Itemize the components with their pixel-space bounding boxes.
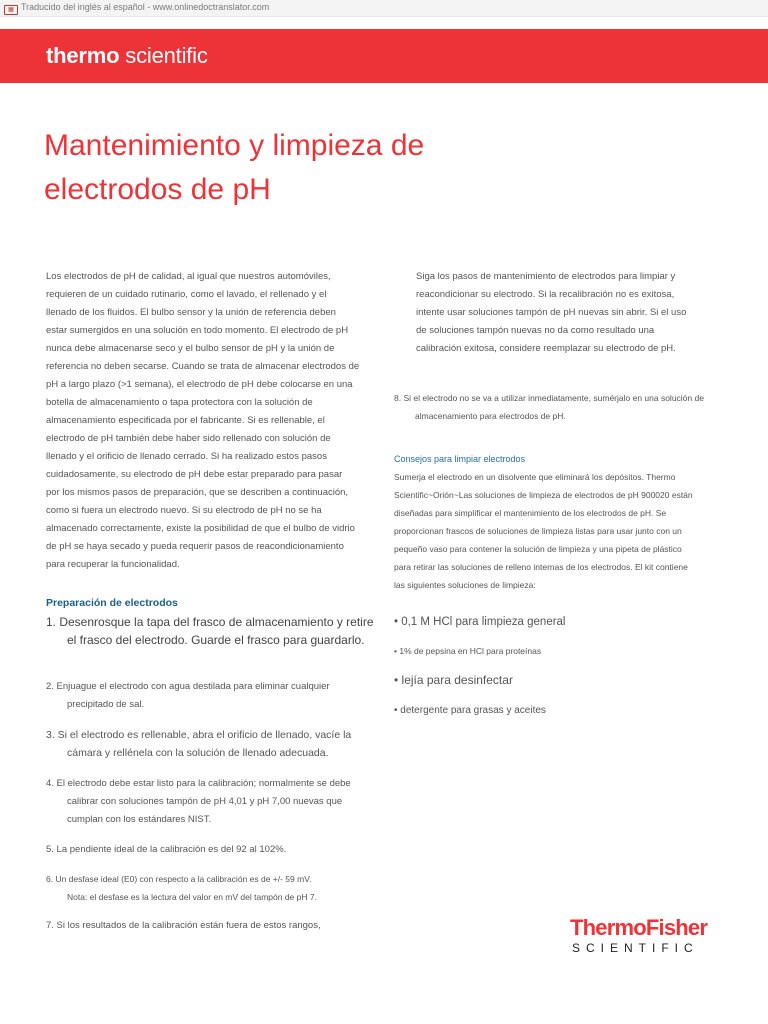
translation-notice[interactable]: Traducido del inglés al español - www.onlinedoctranslator.com <box>21 2 270 12</box>
step-6-line: 6. Un desfase ideal (E0) con respecto a la calibración es de +/- 59 mV. <box>46 874 312 884</box>
intro-line: de pH se haya secado y pueda requerir pasos de reacondicionamiento <box>46 541 344 552</box>
cleaning-paragraph <box>394 468 693 594</box>
step-8-line: 8. Si el electrodo no se va a utilizar inmediatamente, sumérjalo en una solución de <box>394 393 704 403</box>
intro-line: como si fuera un electrodo nuevo. Si su electrodo de pH no se ha <box>46 505 322 516</box>
step-3-line: 3. Si el electrodo es rellenable, abra el orificio de llenado, vacíe la <box>46 729 352 741</box>
step-5: 5. La pendiente ideal de la calibración es del 92 al 102%. <box>46 844 287 855</box>
intro-line: pH a largo plazo (>1 semana), el electrodo de pH debe colocarse en una <box>46 379 353 390</box>
intro-line: estar sumergidos en una solución en todo momento. El electrodo de pH <box>46 325 349 336</box>
translation-bar <box>0 0 768 17</box>
step-3-line: cámara y rellénela con la solución de llenado adecuada. <box>67 747 329 759</box>
step-2-line: 2. Enjuague el electrodo con agua destilada para eliminar cualquier <box>46 681 330 692</box>
intro-line: botella de almacenamiento o tapa protectora con la solución de <box>46 397 313 408</box>
step-7-continued-line: Siga los pasos de mantenimiento de electrodos para limpiar y <box>416 271 676 282</box>
logo-word-scientific: scientific <box>125 43 208 68</box>
thermo-scientific-logo <box>46 42 208 70</box>
step-7-continued-line: calibración exitosa, considere reemplazar su electrodo de pH. <box>416 343 676 354</box>
thermofisher-scientific-logo <box>570 915 730 955</box>
cleaning-line: Sumerja el electrodo en un disolvente que eliminará los depósitos. Thermo <box>394 472 676 482</box>
translate-icon: ▦ <box>4 5 18 15</box>
logo-word-thermo: thermo <box>46 43 120 68</box>
step-1-line: el frasco del electrodo. Guarde el frasco para guardarlo. <box>67 633 365 647</box>
cleaning-line: pequeño vaso para contener la solución de limpieza y una pipeta de plástico <box>394 544 682 554</box>
bullet-item: • 0,1 M HCl para limpieza general <box>394 616 566 628</box>
intro-line: llenado y el orificio de llenado cerrado. Si ha realizado estos pasos <box>46 451 327 462</box>
logo-scientific: SCIENTIFIC <box>572 941 699 955</box>
section-heading-cleaning: Consejos para limpiar electrodos <box>394 454 526 464</box>
intro-line: cuidadosamente, su electrodo de pH debe estar preparado para pasar <box>46 469 343 480</box>
step-7-continued-line: intente usar soluciones tampón de pH nuevas sin abrir. Si el uso <box>416 307 687 318</box>
step-4-line: cumplan con los estándares NIST. <box>67 814 212 825</box>
step-7: 7. Si los resultados de la calibración están fuera de estos rangos, <box>46 920 321 931</box>
intro-line: llenado de los fluidos. El bulbo sensor y la unión de referencia deben <box>46 307 336 318</box>
step-3 <box>46 726 351 762</box>
step-2-line: precipitado de sal. <box>67 699 145 710</box>
step-4 <box>46 775 351 829</box>
intro-line: almacenado correctamente, existe la posibilidad de que el bulbo de vidrio <box>46 523 355 534</box>
intro-line: referencia no deben secarse. Cuando se trata de almacenar electrodos de <box>46 361 360 372</box>
cleaning-line: las siguientes soluciones de limpieza: <box>394 580 536 590</box>
bullet-item: • lejía para desinfectar <box>394 673 513 687</box>
intro-line: electrodo de pH también debe haber sido rellenado con solución de <box>46 433 331 444</box>
logo-thermofisher: ThermoFisher <box>570 915 708 940</box>
step-6 <box>46 870 317 906</box>
title-line-2: electrodos de pH <box>44 173 271 206</box>
title-line-1: Mantenimiento y limpieza de <box>44 129 425 162</box>
header-banner <box>0 29 768 83</box>
intro-line: para recuperar la funcionalidad. <box>46 559 180 570</box>
step-1 <box>46 613 374 649</box>
step-4-line: 4. El electrodo debe estar listo para la calibración; normalmente se debe <box>46 778 351 789</box>
section-heading-preparation: Preparación de electrodos <box>46 597 178 609</box>
bullet-item: • 1% de pepsina en HCl para proteínas <box>394 646 542 656</box>
intro-line: por los mismos pasos de preparación, que se describen a continuación, <box>46 487 349 498</box>
step-8 <box>394 389 704 425</box>
intro-paragraph <box>46 268 359 574</box>
step-2 <box>46 678 330 714</box>
intro-line: almacenamiento especificada por el fabricante. Si es rellenable, el <box>46 415 325 426</box>
cleaning-line: diseñadas para simplificar el mantenimiento de los electrodos de pH. Se <box>394 508 667 518</box>
cleaning-line: proporcionan frascos de soluciones de limpieza listas para usar junto con un <box>394 526 682 536</box>
cleaning-line: Scientific~Orión~Las soluciones de limpieza de electrodos de pH 900020 están <box>394 490 693 500</box>
step-8-line: almacenamiento para electrodos de pH. <box>415 411 566 421</box>
intro-line: Los electrodos de pH de calidad, al igual que nuestros automóviles, <box>46 271 331 282</box>
intro-line: requieren de un cuidado rutinario, como el lavado, el rellenado y el <box>46 289 327 300</box>
step-7-continued-line: de soluciones tampón nuevas no da como resultado una <box>416 325 655 336</box>
cleaning-line: para retirar las soluciones de relleno internas de los electrodos. El kit contiene <box>394 562 688 572</box>
step-1-line: 1. Desenrosque la tapa del frasco de almacenamiento y retire <box>46 615 374 629</box>
intro-line: nunca debe almacenarse seco y el bulbo sensor de pH y la unión de <box>46 343 335 354</box>
step-7-continued-line: reacondicionar su electrodo. Si la recalibración no es exitosa, <box>416 289 675 300</box>
step-6-line: Nota: el desfase es la lectura del valor en mV del tampón de pH 7. <box>67 892 317 902</box>
page-title <box>44 124 564 212</box>
step-4-line: calibrar con soluciones tampón de pH 4,01 y pH 7,00 nuevas que <box>67 796 343 807</box>
bullet-item: • detergente para grasas y aceites <box>394 705 546 716</box>
step-7-continued <box>416 268 686 358</box>
